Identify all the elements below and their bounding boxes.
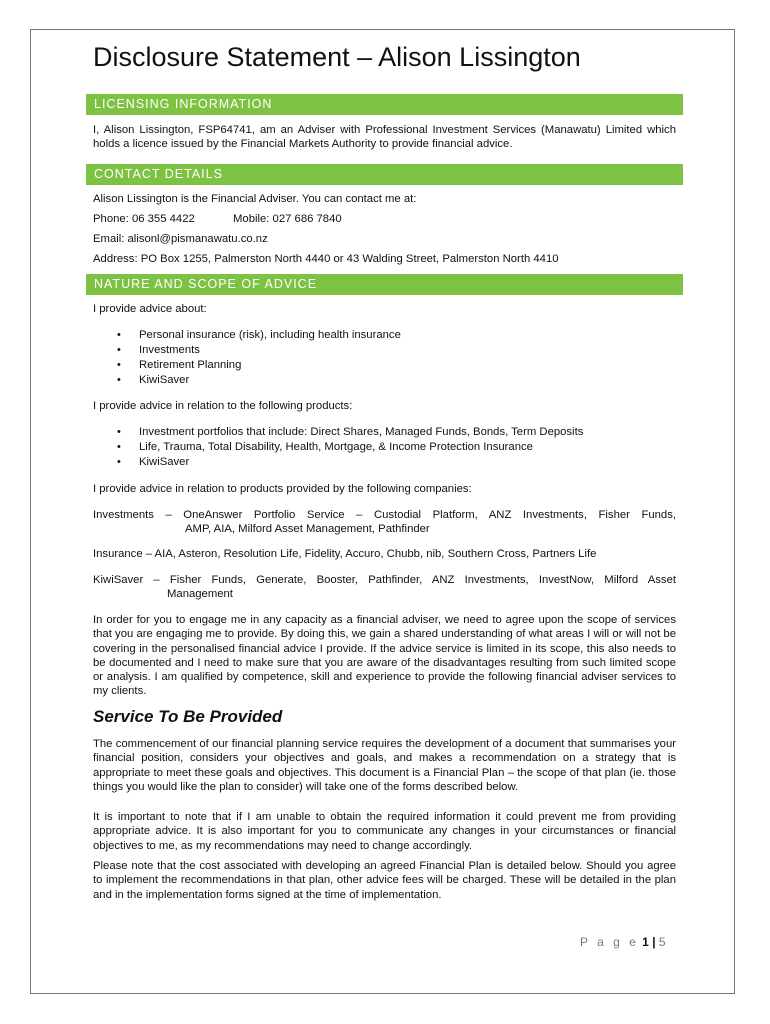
list-item: • KiwiSaver bbox=[93, 373, 401, 388]
total-pages: 5 bbox=[658, 935, 666, 949]
current-page: 1 bbox=[642, 935, 649, 949]
kiwisaver-companies-line2: Management bbox=[167, 588, 233, 600]
contact-heading-bar: CONTACT DETAILS bbox=[86, 164, 683, 185]
list-item: • Investment portfolios that include: Direct Shares, Managed Funds, Bonds, Term Deposits bbox=[93, 425, 583, 440]
advice-list bbox=[93, 328, 401, 388]
list-item: • Life, Trauma, Total Disability, Health, Mortgage, & Income Protection Insurance bbox=[93, 440, 583, 455]
list-item: • Investments bbox=[93, 343, 401, 358]
service-heading: Service To Be Provided bbox=[93, 707, 283, 726]
list-item: • KiwiSaver bbox=[93, 455, 583, 470]
contact-email[interactable]: Email: alisonl@pismanawatu.co.nz bbox=[93, 233, 268, 245]
insurance-companies: Insurance – AIA, Asteron, Resolution Life, Fidelity, Accuro, Chubb, nib, Southern Cross, Partners Life bbox=[93, 548, 597, 560]
service-paragraph-2: It is important to note that if I am unable to obtain the required information it could prevent me from providing appropriate advice. It is also important for you to communicate any changes in your circumstances or financial objectives to me, as my recommendations may need to change accordingly. bbox=[93, 811, 676, 852]
advice-intro: I provide advice about: bbox=[93, 303, 207, 315]
contact-mobile: Mobile: 027 686 7840 bbox=[233, 213, 342, 225]
licensing-text: I, Alison Lissington, FSP64741, am an Adviser with Professional Investment Services (Manawatu) Limited which holds a licence issued by the Financial Markets Authority to provide financial advice. bbox=[93, 124, 676, 151]
products-intro: I provide advice in relation to the following products: bbox=[93, 400, 353, 412]
products-list bbox=[93, 425, 583, 470]
service-paragraph-3: Please note that the cost associated with developing an agreed Financial Plan is detailed below. Should you agree to implement the recommendations in that plan, other advice fees will be charged. These will be detailed in the plan and in the implementation forms signed at the time of implementation. bbox=[93, 860, 676, 901]
investments-companies-line1: Investments – OneAnswer Portfolio Service – Custodial Platform, ANZ Investments, Fisher Funds, bbox=[93, 509, 676, 521]
page-number bbox=[580, 935, 666, 949]
nature-heading-bar: NATURE AND SCOPE OF ADVICE bbox=[86, 274, 683, 295]
list-item: • Personal insurance (risk), including health insurance bbox=[93, 328, 401, 343]
contact-intro: Alison Lissington is the Financial Adviser. You can contact me at: bbox=[93, 193, 417, 205]
service-paragraph-1: The commencement of our financial planning service requires the development of a document that summarises your financial position, considers your objectives and goals, and makes a recommendation on a strategy that is appropriate to meet these goals and objectives. This document is a Financial Plan – the scope of that plan (ie. those things you would like the plan to consider) will take one of the forms described below. bbox=[93, 738, 676, 793]
kiwisaver-companies-line1: KiwiSaver – Fisher Funds, Generate, Booster, Pathfinder, ANZ Investments, InvestNow, Milford Asset bbox=[93, 574, 676, 586]
page-separator: | bbox=[652, 935, 656, 949]
page-label: P a g e bbox=[580, 935, 639, 949]
investments-companies-line2: AMP, AIA, Milford Asset Management, Pathfinder bbox=[185, 523, 430, 535]
licensing-heading-bar: LICENSING INFORMATION bbox=[86, 94, 683, 115]
contact-address: Address: PO Box 1255, Palmerston North 4440 or 43 Walding Street, Palmerston North 4410 bbox=[93, 253, 559, 265]
contact-phone: Phone: 06 355 4422 bbox=[93, 213, 195, 225]
document-title: Disclosure Statement – Alison Lissington bbox=[93, 42, 581, 72]
list-item: • Retirement Planning bbox=[93, 358, 401, 373]
scope-paragraph: In order for you to engage me in any capacity as a financial adviser, we need to agree upon the scope of services that you are engaging me to provide. By doing this, we gain a shared understanding of what areas I will or will not be covering in the personalised financial advice I provide. If the advice service is limited in its scope, this also needs to be documented and I need to make sure that you are aware of the disadvantages resulting from such limited scope or analysis. I am qualified by competence, skill and experience to provide the following financial adviser services to my clients. bbox=[93, 614, 676, 698]
companies-intro: I provide advice in relation to products provided by the following companies: bbox=[93, 483, 472, 495]
